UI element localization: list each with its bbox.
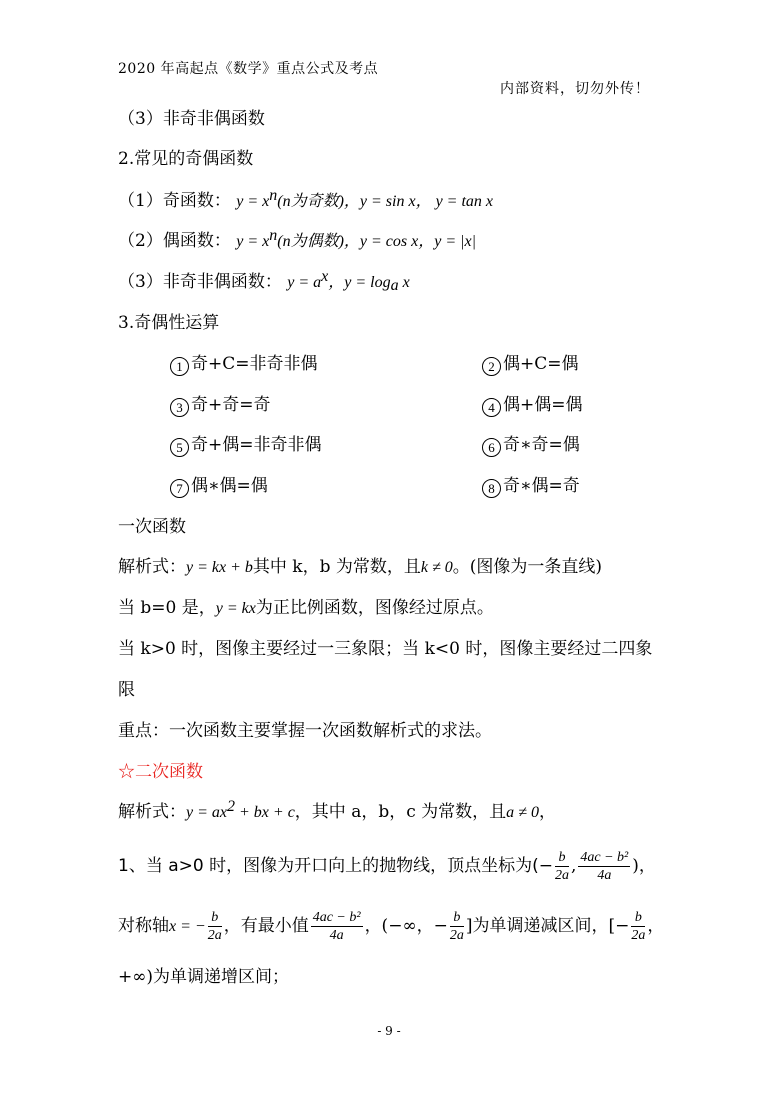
fraction-denominator: 2a [631, 928, 646, 943]
proportional-prefix: 当 b=0 是， [118, 598, 216, 618]
quadratic-formula-a: y = ax [186, 804, 227, 821]
linear-expression-line [118, 556, 602, 579]
odd-formula-a: y = x [236, 193, 270, 210]
linear-desc: 其中 k，b 为常数，且 [252, 557, 421, 577]
fraction-b-over-2a [208, 909, 222, 944]
fraction-denominator: 2a [207, 928, 222, 943]
circled-number: 7 [170, 479, 189, 498]
trailing-comma: ， [647, 916, 665, 936]
odd-formula-b: (n为奇数)，y = sin x， y = tan x [277, 193, 494, 210]
operation-item [482, 394, 583, 417]
minus-sign: − [538, 856, 553, 876]
linear-condition: k ≠ 0 [420, 559, 453, 576]
circled-number: 6 [482, 438, 501, 457]
comma: , [570, 856, 577, 876]
odd-exponent: n [269, 187, 278, 204]
linear-formula: y = kx + b [186, 559, 253, 576]
fraction-denominator: 2a [449, 928, 464, 943]
odd-function-line [118, 187, 494, 213]
operation-text: 奇+奇=奇 [191, 395, 271, 415]
operation-text: 偶∗偶=偶 [191, 476, 268, 496]
quadrant-line-cont: 限 [118, 680, 135, 700]
even-formula-a: y = x [236, 233, 270, 250]
vertex-text: 1、当 a>0 时，图像为开口向上的抛物线，顶点坐标为( [118, 856, 539, 876]
neither-log-base: a [390, 277, 399, 294]
fraction-b-over-2a [555, 849, 569, 884]
fraction-numerator: 4ac − b² [580, 850, 629, 865]
operation-item [482, 353, 579, 376]
circled-number: 2 [482, 357, 501, 376]
symmetry-label: 对称轴 [118, 916, 169, 936]
operation-text: 偶+C=偶 [503, 354, 579, 374]
quadratic-desc: ，其中 a，b，c 为常数，且 [294, 802, 507, 822]
quadratic-function-title: ☆二次函数 [118, 762, 203, 782]
min-value-label: ，有最小值 [223, 916, 309, 936]
operation-item [170, 394, 271, 417]
proportional-desc: 为正比例函数，图像经过原点。 [255, 598, 494, 618]
linear-keypoint: 重点：一次函数主要掌握一次函数解析式的求法。 [118, 721, 492, 741]
page-number: - 9 - [377, 1024, 401, 1038]
neither-formula-c: x [398, 274, 410, 291]
even-label: （2）偶函数： [118, 231, 231, 251]
decreasing-interval-start: ，(−∞，− [364, 916, 448, 936]
vertex-line [118, 849, 656, 884]
quadratic-expression-line [118, 798, 556, 824]
fraction-denominator: 2a [554, 868, 569, 883]
fraction-numerator: b [208, 909, 222, 927]
fraction-b-over-2a [450, 909, 464, 944]
neither-formula-a: y = a [287, 274, 322, 291]
document-header-title: 2020 年高起点《数学》重点公式及考点 [118, 61, 379, 77]
fraction-numerator: b [450, 909, 464, 927]
fraction-min-value [311, 909, 363, 944]
section-2-title: 2.常见的奇偶函数 [118, 149, 254, 169]
quadrant-line: 当 k>0 时，图像主要经过一三象限；当 k<0 时，图像主要经过二四象 [118, 639, 653, 659]
operation-item [170, 475, 268, 498]
circled-number: 3 [170, 398, 189, 417]
operation-text: 奇∗奇=偶 [503, 435, 580, 455]
quadratic-exponent: 2 [227, 798, 235, 815]
fraction-numerator: b [631, 909, 645, 927]
document-header-notice: 内部资料，切勿外传！ [500, 81, 650, 97]
operation-item [170, 353, 318, 376]
symmetry-formula: x = − [169, 918, 206, 935]
neither-exponent: x [321, 268, 329, 285]
fraction-b-over-2a [631, 909, 645, 944]
linear-expression-label: 解析式： [118, 557, 186, 577]
vertex-end: )， [632, 856, 656, 876]
fraction-denominator: 4a [597, 868, 612, 883]
symmetry-axis-line [118, 909, 664, 944]
linear-desc-end: 。(图像为一条直线) [452, 557, 603, 577]
circled-number: 8 [482, 479, 501, 498]
proportional-formula: y = kx [215, 600, 256, 617]
circled-number: 4 [482, 398, 501, 417]
fraction-numerator: b [555, 849, 569, 867]
operation-item [170, 434, 322, 457]
increasing-interval-line: +∞)为单调递增区间； [118, 967, 290, 987]
circled-number: 1 [170, 357, 189, 376]
quadratic-expression-label: 解析式： [118, 802, 186, 822]
operation-text: 奇∗偶=奇 [503, 476, 580, 496]
even-function-line [118, 227, 477, 253]
neither-label: （3）非奇非偶函数： [118, 272, 282, 292]
linear-function-title: 一次函数 [118, 517, 186, 537]
operation-item [482, 434, 580, 457]
section-3-operations-title: 3.奇偶性运算 [118, 313, 220, 333]
operation-text: 奇+C=非奇非偶 [191, 354, 318, 374]
neither-formula-b: ，y = log [328, 274, 391, 291]
neither-function-line [118, 268, 410, 294]
operation-text: 偶+偶=偶 [503, 395, 583, 415]
quadratic-desc-end: ， [538, 802, 556, 822]
even-formula-b: (n为偶数)，y = cos x，y = |x| [277, 233, 477, 250]
fraction-numerator: 4ac − b² [312, 910, 361, 925]
odd-label: （1）奇函数： [118, 191, 231, 211]
circled-number: 5 [170, 438, 189, 457]
even-exponent: n [269, 227, 278, 244]
decreasing-interval-end: ]为单调递减区间，[− [465, 916, 630, 936]
quadratic-condition: a ≠ 0 [506, 804, 539, 821]
fraction-denominator: 4a [329, 928, 344, 943]
operation-text: 奇+偶=非奇非偶 [191, 435, 322, 455]
section-3-title: （3）非奇非偶函数 [118, 109, 265, 129]
quadratic-formula-b: + bx + c [235, 804, 295, 821]
operation-item [482, 475, 580, 498]
proportional-line [118, 597, 494, 620]
fraction-vertex-y [578, 849, 630, 884]
